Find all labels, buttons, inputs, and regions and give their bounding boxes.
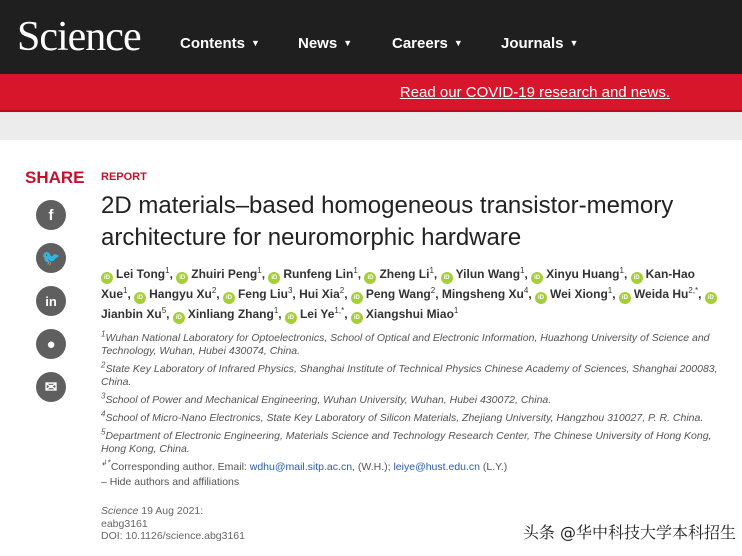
orcid-icon[interactable]: iD	[705, 292, 717, 304]
author-affiliation-ref: 2,*	[688, 286, 699, 295]
author-affiliation-ref: 3	[287, 286, 293, 295]
covid-link[interactable]: Read our COVID-19 research and news.	[399, 84, 670, 101]
affiliation-text: Wuhan National Laboratory for Optoelectronics, School of Optical and Electronic Information, Huazhong University of Science and Technology, Wuhan, Hubei 430074, China.	[101, 332, 710, 357]
author-affiliation-ref: 1	[123, 286, 128, 295]
orcid-icon[interactable]: iD	[223, 292, 235, 304]
twitter-icon[interactable]: 🐦	[36, 243, 66, 273]
chevron-down-icon: ▼	[251, 38, 260, 48]
orcid-icon[interactable]: iD	[535, 292, 547, 304]
chevron-down-icon: ▼	[569, 38, 579, 48]
corr-suffix: (L.Y.)	[480, 461, 508, 473]
affiliation	[101, 329, 726, 358]
author-affiliation-ref: 4	[523, 286, 529, 295]
affiliation	[101, 409, 726, 425]
corr-mid: , (W.H.);	[352, 461, 394, 473]
author-name[interactable]: Xinyu Huang	[546, 267, 620, 281]
author-name[interactable]: Kan-Hao Xue	[101, 267, 695, 301]
affiliation	[101, 391, 726, 407]
affiliations	[101, 329, 726, 489]
author-affiliation-ref: 1	[429, 266, 434, 275]
author-affiliation-ref: 2	[339, 286, 345, 295]
orcid-icon[interactable]: iD	[285, 312, 297, 324]
orcid-icon[interactable]: iD	[101, 272, 113, 284]
affiliation-number: 5	[101, 427, 106, 437]
orcid-icon[interactable]: iD	[631, 272, 643, 284]
author-name[interactable]: Peng Wang	[365, 287, 431, 301]
doi[interactable]: DOI: 10.1126/science.abg3161	[101, 530, 245, 542]
covid-banner	[0, 74, 742, 112]
chevron-down-icon: ▼	[343, 38, 353, 48]
hide-authors-toggle[interactable]: – Hide authors and affiliations	[101, 476, 240, 488]
orcid-icon[interactable]: iD	[351, 312, 363, 324]
article-body	[0, 140, 742, 549]
author-list: iD Lei Tong$^1$, iD Zhuiri Peng$^1$, iD Runfeng Lin$^1$, iD Zheng Li$^1$, iD Yilun Wang$^1$, iD Xinyu Huang$^1$, iD Kan-Hao Xue$^1$, iD Hangyu Xu$^2$, iD Feng Liu$^3$, Hui Xia$^2$, iD Peng Wang$^2$, Mingsheng Xu$^4$, iD Wei Xiong$^1$, iD Weida $Hu^{2,*}$, iDJianbin Xu$^5$, iD Xinliang Zhang$^1$, iD Lei $Ye^{1,*}$, iD Xiangshui Miao$^1$	[101, 264, 726, 324]
author-name[interactable]: Wei Xiong	[550, 287, 608, 301]
author-affiliation-ref: 1	[273, 306, 279, 315]
nav-label: Journals	[501, 35, 564, 52]
author-name[interactable]: Mingsheng Xu	[441, 287, 524, 301]
nav-contents[interactable]	[180, 35, 260, 52]
article-main	[101, 170, 736, 549]
orcid-icon[interactable]: iD	[176, 272, 188, 284]
author-affiliation-ref: 1	[353, 266, 358, 275]
facebook-icon[interactable]: f	[36, 200, 66, 230]
author-affiliation-ref: 1	[165, 266, 170, 275]
orcid-icon[interactable]: iD	[351, 292, 363, 304]
journal-name: Science	[101, 505, 139, 517]
author-affiliation-ref: 2	[211, 286, 217, 295]
affiliation-number: 4	[101, 409, 106, 419]
share-label: SHARE	[25, 168, 85, 187]
site-header	[0, 0, 742, 74]
author-name[interactable]: Weida Hu	[633, 287, 689, 301]
corr-prefix: Corresponding author. Email:	[110, 461, 250, 473]
return-arrow-icon: ↲*	[101, 458, 111, 468]
article-title: 2D materials–based homogeneous transistor-memory architecture for neuromorphic hardware	[101, 192, 674, 251]
author-name[interactable]: Yilun Wang	[455, 267, 521, 281]
affiliation-number: 3	[101, 391, 106, 401]
reddit-icon[interactable]: ●	[36, 329, 66, 359]
nav-label: News	[298, 35, 338, 52]
author-name[interactable]: Xiangshui Miao	[365, 307, 454, 321]
affiliation	[101, 427, 726, 456]
author-affiliation-ref: 5	[161, 306, 167, 315]
article-type: REPORT	[101, 171, 147, 183]
nav-careers[interactable]	[392, 35, 463, 52]
affiliation	[101, 360, 726, 389]
affiliation-number: 2	[101, 360, 106, 370]
author-name[interactable]: Lei Ye	[299, 307, 335, 321]
affiliation-text: State Key Laboratory of Infrared Physics, Shanghai Institute of Technical Physics Chinese Academy of Sciences, Shanghai 200083, China.	[101, 363, 718, 388]
author-name[interactable]: Lei Tong	[116, 267, 166, 281]
pub-date: 19 Aug 2021:	[138, 505, 204, 517]
chevron-down-icon: ▼	[453, 38, 463, 48]
author-name[interactable]: Zheng Li	[379, 267, 430, 281]
gray-strip	[0, 112, 742, 140]
affiliation-text: School of Power and Mechanical Engineering, Wuhan University, Wuhan, Hubei 430072, China.	[105, 394, 552, 406]
author-name[interactable]: Runfeng Lin	[283, 267, 354, 281]
article-footer	[101, 505, 736, 543]
science-logo[interactable]: Science	[17, 14, 141, 60]
author-name[interactable]: Hui Xia	[299, 287, 340, 301]
affiliation-number: 1	[101, 329, 106, 339]
email-link-ly[interactable]: leiye@hust.edu.cn	[393, 461, 481, 473]
email-icon[interactable]: ✉	[36, 372, 66, 402]
orcid-icon[interactable]: iD	[134, 292, 146, 304]
watermark: 头条 @华中科技大学本科招生	[522, 522, 736, 542]
citation	[101, 505, 245, 543]
corresponding-author	[101, 458, 726, 474]
author-affiliation-ref: 1	[520, 266, 525, 275]
author-affiliation-ref: 1,*	[334, 306, 345, 315]
affiliation-text: Department of Electronic Engineering, Materials Science and Technology Research Center, The Chinese University of Hong Kong, Hong Kong, China.	[101, 430, 712, 455]
linkedin-icon[interactable]: in	[36, 286, 66, 316]
orcid-icon[interactable]: iD	[619, 292, 631, 304]
author-affiliation-ref: 2	[430, 286, 436, 295]
orcid-icon[interactable]: iD	[441, 272, 453, 284]
orcid-icon[interactable]: iD	[531, 272, 543, 284]
affiliation-text: School of Micro-Nano Electronics, State Key Laboratory of Silicon Materials, Zhejiang University, Hangzhou 310027, P. R. China.	[105, 412, 704, 424]
author-name[interactable]: Xinliang Zhang	[187, 307, 274, 321]
author-affiliation-ref: 1	[607, 286, 613, 295]
author-affiliation-ref: 1	[619, 266, 624, 275]
nav-journals[interactable]	[501, 35, 578, 52]
author-affiliation-ref: 1	[257, 266, 262, 275]
author-name[interactable]: Hangyu Xu	[149, 287, 212, 301]
orcid-icon[interactable]: iD	[173, 312, 185, 324]
orcid-icon[interactable]: iD	[268, 272, 280, 284]
nav-news[interactable]	[298, 35, 352, 52]
article-id: eabg3161	[101, 517, 148, 530]
nav-label: Careers	[392, 35, 448, 52]
author-affiliation-ref: 1	[453, 306, 459, 315]
orcid-icon[interactable]: iD	[364, 272, 376, 284]
nav-label: Contents	[180, 35, 245, 52]
author-name[interactable]: Feng Liu	[237, 287, 288, 301]
author-name[interactable]: Jianbin Xu	[101, 307, 162, 321]
author-name[interactable]: Zhuiri Peng	[191, 267, 258, 281]
email-link-wh[interactable]: wdhu@mail.sitp.ac.cn	[249, 461, 353, 473]
